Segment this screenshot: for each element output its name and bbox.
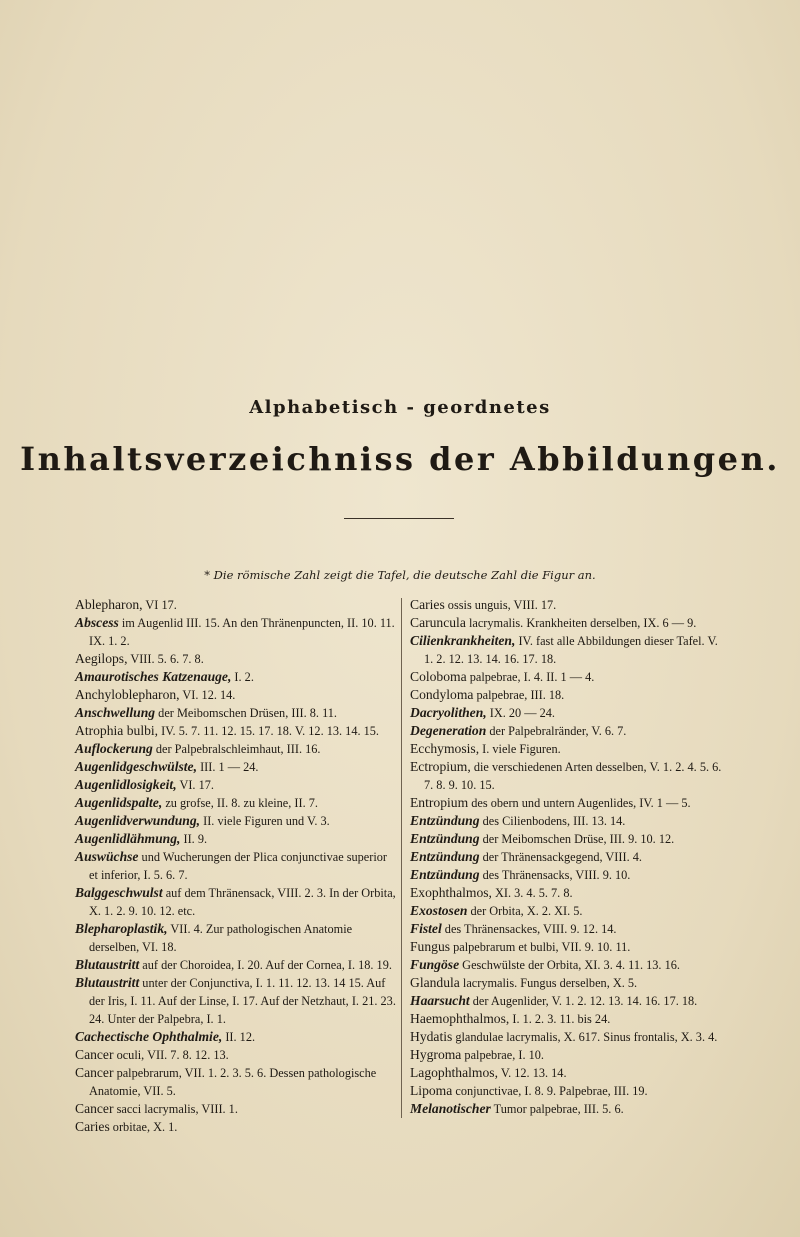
index-entry — [75, 740, 397, 758]
index-detail: II. 9. — [180, 832, 208, 846]
index-term: Ablepharon, — [75, 597, 143, 612]
index-detail: I. 2. — [231, 670, 254, 684]
index-detail: und Wucherungen der Plica conjunctivae superior et inferior, I. 5. 6. 7. — [89, 850, 388, 882]
index-term: Auswüchse — [75, 849, 139, 864]
index-entry — [75, 722, 397, 740]
column-divider — [401, 598, 402, 1118]
index-term: Augenlidgeschwülste, — [75, 759, 197, 774]
index-term: Entzündung — [410, 849, 480, 864]
index-term: Entzündung — [410, 813, 480, 828]
index-entry — [75, 650, 397, 668]
index-detail: III. 1 — 24. — [197, 760, 259, 774]
index-entry — [75, 1046, 397, 1064]
index-entry — [410, 1028, 730, 1046]
reading-note: * Die römische Zahl zeigt die Tafel, die deutsche Zahl die Figur an. — [204, 568, 596, 582]
index-entry — [410, 1046, 730, 1064]
index-term: Augenlidlosigkeit, — [75, 777, 177, 792]
index-entry — [410, 740, 730, 758]
index-entry — [410, 794, 730, 812]
index-term: Entzündung — [410, 867, 480, 882]
index-detail: der Palpebralschleimhaut, III. 16. — [152, 742, 321, 756]
index-entry — [75, 920, 397, 956]
index-term: Ecchymosis, — [410, 741, 480, 756]
index-detail: VI. 17. — [176, 778, 214, 792]
index-detail: VIII. 5. 6. 7. 8. — [127, 652, 204, 666]
index-entry — [410, 758, 730, 794]
index-entry — [410, 1100, 730, 1118]
index-entry — [75, 974, 397, 1028]
index-term: Haemophthalmos, — [410, 1011, 510, 1026]
index-entry — [410, 956, 730, 974]
index-entry — [75, 776, 397, 794]
index-entry — [75, 884, 397, 920]
index-detail: palpebrae, I. 10. — [461, 1048, 544, 1062]
index-entry — [75, 758, 397, 776]
index-term: Exophthalmos, — [410, 885, 492, 900]
index-detail: conjunctivae, I. 8. 9. Palpebrae, III. 19. — [452, 1084, 648, 1098]
index-term: Ectropium, — [410, 759, 471, 774]
index-entry — [410, 704, 730, 722]
index-entry — [410, 974, 730, 992]
index-detail: IV. fast alle Abbildungen dieser Tafel. V. 1. 2. 12. 13. 14. 16. 17. 18. — [424, 634, 718, 666]
index-term: Atrophia bulbi, — [75, 723, 159, 738]
index-term: Melanotischer — [410, 1101, 491, 1116]
index-entry — [410, 866, 730, 884]
index-entry — [75, 1118, 397, 1136]
index-detail: IV. 5. 7. 11. 12. 15. 17. 18. V. 12. 13. 14. 15. — [158, 724, 379, 738]
index-detail: Geschwülste der Orbita, XI. 3. 4. 11. 13. 16. — [459, 958, 680, 972]
index-term: Exostosen — [410, 903, 468, 918]
index-term: Caries — [75, 1119, 110, 1134]
index-detail: lacrymalis. Fungus derselben, X. 5. — [459, 976, 638, 990]
index-term: Coloboma — [410, 669, 467, 684]
index-term: Augenlidspalte, — [75, 795, 163, 810]
index-term: Abscess — [75, 615, 119, 630]
index-detail: der Meibomschen Drüse, III. 9. 10. 12. — [479, 832, 675, 846]
index-term: Cachectische Ophthalmie, — [75, 1029, 223, 1044]
index-detail: der Augenlider, V. 1. 2. 12. 13. 14. 16. 17. 18. — [469, 994, 698, 1008]
index-term: Balggeschwulst — [75, 885, 163, 900]
index-term: Blutaustritt — [75, 975, 140, 990]
index-detail: palpebrarum et bulbi, VII. 9. 10. 11. — [450, 940, 631, 954]
index-entry — [75, 668, 397, 686]
index-term: Anschwellung — [75, 705, 156, 720]
index-detail: lacrymalis. Krankheiten derselben, IX. 6 — 9. — [465, 616, 697, 630]
index-term: Degeneration — [410, 723, 487, 738]
index-entry — [410, 992, 730, 1010]
index-entry — [410, 596, 730, 614]
index-detail: die verschiedenen Arten desselben, V. 1. 2. 4. 5. 6. 7. 8. 9. 10. 15. — [424, 760, 722, 792]
index-detail: des Thränensackes, VIII. 9. 12. 14. — [441, 922, 617, 936]
index-term: Fistel — [410, 921, 442, 936]
index-term: Entzündung — [410, 831, 480, 846]
index-detail: sacci lacrymalis, VIII. 1. — [113, 1102, 238, 1116]
index-detail: der Palpebralränder, V. 6. 7. — [486, 724, 627, 738]
index-detail: VI 17. — [142, 598, 177, 612]
index-entry — [410, 920, 730, 938]
index-term: Haarsucht — [410, 993, 470, 1008]
index-entry — [410, 812, 730, 830]
index-detail: IX. 20 — 24. — [486, 706, 555, 720]
index-term: Aegilops, — [75, 651, 128, 666]
title-rule — [344, 518, 454, 519]
index-entry — [75, 956, 397, 974]
index-entry — [410, 938, 730, 956]
index-detail: XI. 3. 4. 5. 7. 8. — [491, 886, 573, 900]
index-detail: auf der Choroidea, I. 20. Auf der Cornea, I. 18. 19. — [139, 958, 392, 972]
index-detail: im Augenlid III. 15. An den Thränenpuncten, II. 10. 11. IX. 1. 2. — [89, 616, 395, 648]
index-detail: II. 12. — [222, 1030, 256, 1044]
index-entry — [410, 668, 730, 686]
index-detail: ossis unguis, VIII. 17. — [444, 598, 557, 612]
index-term: Hygroma — [410, 1047, 462, 1062]
index-entry — [75, 1028, 397, 1046]
index-entry — [75, 848, 397, 884]
index-detail: glandulae lacrymalis, X. 617. Sinus frontalis, X. 3. 4. — [452, 1030, 718, 1044]
index-detail: unter der Conjunctiva, I. 1. 11. 12. 13. 14 15. Auf der Iris, I. 11. Auf der Linse, I. 17. Auf der Netzhaut, I. 21. 23. 24. Unter der Palpebra, I. 1. — [89, 976, 396, 1026]
index-column-right — [410, 596, 730, 1118]
index-detail: der Meibomschen Drüsen, III. 8. 11. — [155, 706, 337, 720]
index-term: Cilienkrankheiten, — [410, 633, 516, 648]
index-entry — [410, 614, 730, 632]
index-term: Anchyloblepharon, — [75, 687, 180, 702]
index-detail: palpebrae, I. 4. II. 1 — 4. — [466, 670, 595, 684]
index-entry — [75, 686, 397, 704]
index-entry — [75, 812, 397, 830]
index-term: Caruncula — [410, 615, 466, 630]
page-title: Inhaltsverzeichniss der Abbildungen. — [20, 440, 780, 478]
index-term: Lagophthalmos, — [410, 1065, 498, 1080]
index-entry — [75, 1064, 397, 1100]
index-term: Caries — [410, 597, 445, 612]
index-term: Condyloma — [410, 687, 474, 702]
index-detail: der Orbita, X. 2. XI. 5. — [467, 904, 583, 918]
index-detail: V. 12. 13. 14. — [497, 1066, 567, 1080]
index-detail: oculi, VII. 7. 8. 12. 13. — [113, 1048, 229, 1062]
index-entry — [410, 1082, 730, 1100]
index-detail: palpebrae, III. 18. — [473, 688, 565, 702]
index-term: Blepharoplastik, — [75, 921, 168, 936]
index-term: Cancer — [75, 1101, 114, 1116]
index-entry — [410, 722, 730, 740]
index-entry — [410, 848, 730, 866]
index-term: Lipoma — [410, 1083, 453, 1098]
index-entry — [75, 794, 397, 812]
index-detail: zu grofse, II. 8. zu kleine, II. 7. — [162, 796, 318, 810]
index-term: Augenlidlähmung, — [75, 831, 181, 846]
index-column-left — [75, 596, 397, 1136]
index-entry — [410, 884, 730, 902]
page-subtitle: Alphabetisch - geordnetes — [249, 397, 551, 418]
index-term: Augenlidverwundung, — [75, 813, 201, 828]
index-detail: der Thränensackgegend, VIII. 4. — [479, 850, 642, 864]
index-term: Amaurotisches Katzenauge, — [75, 669, 232, 684]
index-entry — [410, 1010, 730, 1028]
index-term: Blutaustritt — [75, 957, 140, 972]
index-detail: VI. 12. 14. — [179, 688, 236, 702]
index-term: Auflockerung — [75, 741, 153, 756]
index-term: Fungöse — [410, 957, 460, 972]
index-term: Dacryolithen, — [410, 705, 487, 720]
index-term: Hydatis — [410, 1029, 453, 1044]
index-entry — [410, 830, 730, 848]
index-entry — [410, 632, 730, 668]
index-entry — [410, 1064, 730, 1082]
index-entry — [75, 1100, 397, 1118]
index-entry — [75, 830, 397, 848]
index-detail: II. viele Figuren und V. 3. — [200, 814, 330, 828]
index-detail: des Thränensacks, VIII. 9. 10. — [479, 868, 631, 882]
index-entry — [410, 686, 730, 704]
index-term: Fungus — [410, 939, 451, 954]
index-entry — [410, 902, 730, 920]
index-entry — [75, 596, 397, 614]
index-term: Entropium — [410, 795, 469, 810]
index-detail: des Cilienbodens, III. 13. 14. — [479, 814, 626, 828]
index-detail: Tumor palpebrae, III. 5. 6. — [490, 1102, 624, 1116]
index-entry — [75, 704, 397, 722]
index-detail: des obern und untern Augenlides, IV. 1 — 5. — [468, 796, 691, 810]
index-term: Cancer — [75, 1047, 114, 1062]
index-detail: I. viele Figuren. — [479, 742, 561, 756]
index-entry — [75, 614, 397, 650]
index-detail: orbitae, X. 1. — [109, 1120, 178, 1134]
index-detail: I. 1. 2. 3. 11. bis 24. — [509, 1012, 611, 1026]
index-term: Glandula — [410, 975, 460, 990]
index-detail: auf dem Thränensack, VIII. 2. 3. In der Orbita, X. 1. 2. 9. 10. 12. etc. — [89, 886, 396, 918]
index-term: Cancer — [75, 1065, 114, 1080]
index-detail: palpebrarum, VII. 1. 2. 3. 5. 6. Dessen pathologische Anatomie, VII. 5. — [89, 1066, 377, 1098]
index-detail: VII. 4. Zur pathologischen Anatomie derselben, VI. 18. — [89, 922, 353, 954]
